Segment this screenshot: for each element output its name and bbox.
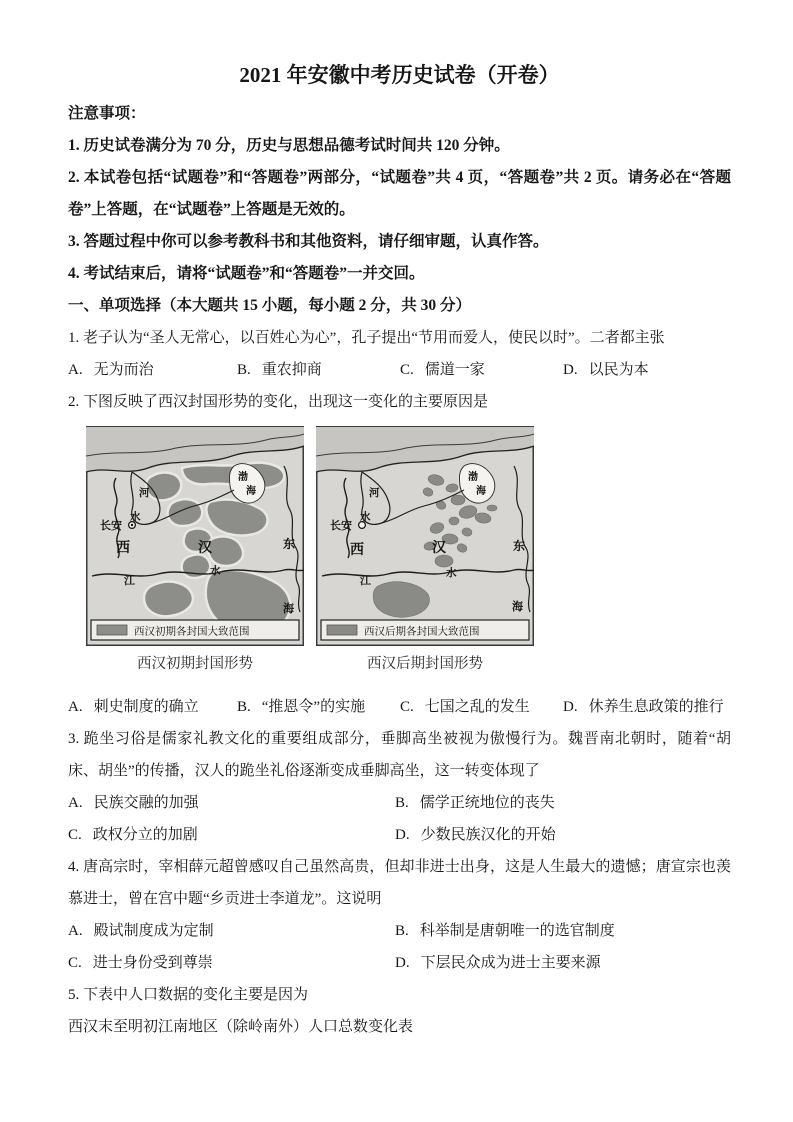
option-1c: C. 儒道一家 (400, 362, 485, 378)
map-label-changan: 长安 (330, 520, 352, 532)
notice-item-1: 1. 历史试卷满分为 70 分，历史与思想品德考试时间共 120 分钟。 (68, 137, 510, 154)
early-legend-label: 西汉初期各封国大致范围 (134, 626, 250, 638)
option-2b: B. “推恩令”的实施 (237, 699, 366, 715)
map-label-huai-shui: 水 (210, 566, 221, 577)
map-early-block (86, 426, 304, 677)
map-label-huai-shui: 水 (446, 568, 457, 579)
notice-item-4: 4. 考试结束后，请将“试题卷”和“答题卷”一并交回。 (68, 265, 425, 282)
map-late-image (316, 426, 534, 646)
option-3a: A. 民族交融的加强 (68, 795, 199, 811)
map-label-han: 汉 (432, 541, 446, 556)
legend-swatch-icon (97, 625, 127, 635)
map-label-xi: 西 (116, 541, 130, 556)
map-label-he-shui: 水 (130, 512, 141, 523)
question-3-options-row2 (68, 819, 731, 851)
map-label-bo-hai: 海 (246, 486, 256, 497)
page-title: 2021 年安徽中考历史试卷（开卷） (239, 63, 560, 87)
question-1-stem: 1. 老子认为“圣人无常心，以百姓心为心”，孔子提出“节用而爱人，使民以时”。二者都主张 (68, 330, 665, 346)
option-3d: D. 少数民族汉化的开始 (395, 827, 556, 843)
map-early-image (86, 426, 304, 646)
option-2d: D. 休养生息政策的推行 (563, 699, 724, 715)
question-5-table-caption: 西汉末至明初江南地区（除岭南外）人口总数变化表 (68, 1019, 414, 1035)
map-late-block (316, 426, 534, 677)
question-4-options-row1 (68, 915, 731, 947)
question-3-options-row1 (68, 787, 731, 819)
map-label-jiang: 江 (360, 575, 371, 587)
option-4b: B. 科举制是唐朝唯一的选官制度 (395, 923, 615, 939)
question-4-options-row2 (68, 947, 731, 979)
map-label-bo: 渤 (468, 472, 478, 483)
question-3-stem: 3. 跪坐习俗是儒家礼教文化的重要组成部分，垂脚高坐被视为傲慢行为。魏晋南北朝时，随着“胡床、胡坐”的传播，汉人的跪坐礼俗逐渐变成垂脚高坐，这一转变体现了 (68, 731, 731, 779)
option-4d: D. 下层民众成为进士主要来源 (395, 955, 601, 971)
option-4c: C. 进士身份受到尊崇 (68, 955, 213, 971)
question-4-stem: 4. 唐高宗时，宰相薛元超曾感叹自己虽然高贵，但却非进士出身，这是人生最大的遗憾；唐宣宗也羡慕进士，曾在宫中题“乡贡进士李道龙”。这说明 (68, 859, 731, 907)
map-label-xi: 西 (350, 543, 364, 558)
question-1-options (68, 354, 731, 386)
section-heading: 一、单项选择（本大题共 15 小题，每小题 2 分，共 30 分） (68, 297, 472, 314)
map-label-hai: 海 (512, 601, 523, 613)
question-5-stem: 5. 下表中人口数据的变化主要是因为 (68, 987, 309, 1003)
map-label-dong: 东 (513, 539, 526, 553)
option-1b: B. 重农抑商 (237, 362, 322, 378)
early-map-caption: 西汉初期封国形势 (137, 656, 253, 672)
map-label-han: 汉 (198, 541, 212, 556)
option-4a: A. 殿试制度成为定制 (68, 923, 214, 939)
question-2-stem: 2. 下图反映了西汉封国形势的变化，出现这一变化的主要原因是 (68, 394, 489, 410)
late-map-caption: 西汉后期封国形势 (367, 656, 483, 672)
notice-item-2: 2. 本试卷包括“试题卷”和“答题卷”两部分，“试题卷”共 4 页，“答题卷”共 2 页。请务必在“答题卷”上答题，在“试题卷”上答题是无效的。 (68, 169, 731, 218)
map-label-hai: 海 (283, 603, 294, 615)
option-3c: C. 政权分立的加剧 (68, 827, 198, 843)
map-label-bo-hai: 海 (476, 486, 486, 497)
option-3b: B. 儒学正统地位的丧失 (395, 795, 555, 811)
question-2-figure (86, 426, 534, 677)
legend-swatch-icon (327, 625, 357, 635)
map-label-he: 河 (369, 488, 380, 499)
map-label-he: 河 (139, 488, 150, 499)
early-map-legend (91, 620, 299, 640)
map-label-bo: 渤 (238, 472, 248, 483)
map-label-dong: 东 (283, 537, 296, 551)
notice-heading: 注意事项： (68, 105, 146, 122)
notice-item-3: 3. 答题过程中你可以参考教科书和其他资料，请仔细审题，认真作答。 (68, 233, 549, 250)
question-2-options (68, 691, 731, 723)
late-legend-label: 西汉后期各封国大致范围 (364, 626, 480, 638)
option-1d: D. 以民为本 (563, 362, 649, 378)
option-1a: A. 无为而治 (68, 362, 154, 378)
page-content (68, 58, 731, 1043)
map-label-he-shui: 水 (360, 512, 371, 523)
late-map-legend (321, 620, 529, 640)
map-label-jiang: 江 (124, 575, 135, 587)
map-label-changan: 长安 (100, 520, 122, 532)
option-2a: A. 刺史制度的确立 (68, 699, 199, 715)
option-2c: C. 七国之乱的发生 (400, 699, 530, 715)
